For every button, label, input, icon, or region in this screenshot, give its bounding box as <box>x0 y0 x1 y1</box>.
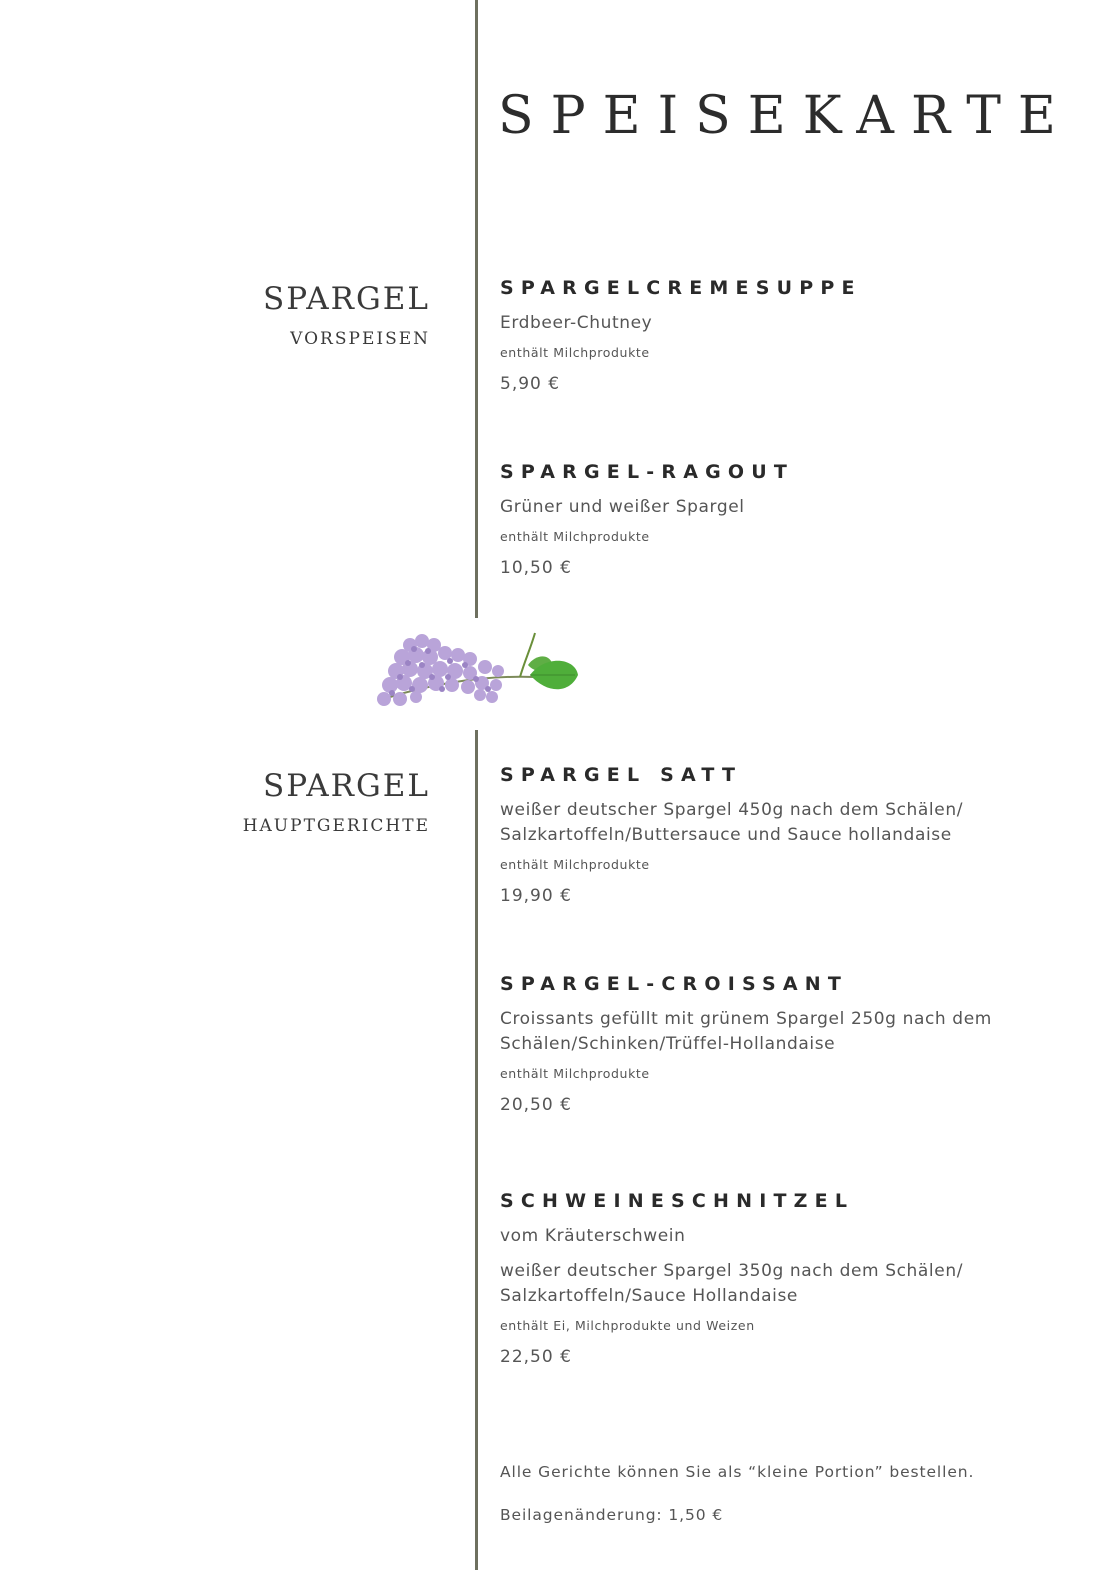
side-change-note: Beilagenänderung: 1,50 € <box>500 1506 724 1524</box>
dish-allergens: enthält Milchprodukte <box>500 345 650 360</box>
page-title: SPEISEKARTE <box>498 86 1073 146</box>
section-subtitle: VORSPEISEN <box>290 329 430 349</box>
vertical-divider-bottom <box>475 730 478 1570</box>
dish-name: SPARGEL SATT <box>500 764 743 786</box>
dish-price: 19,90 € <box>500 886 572 906</box>
menu-item-spargel-ragout <box>500 461 1080 578</box>
dish-name: SPARGELCREMESUPPE <box>500 277 862 299</box>
dish-description: Erdbeer-Chutney <box>500 313 653 333</box>
menu-item-spargelcremesuppe <box>500 277 1080 394</box>
dish-name: SPARGEL-CROISSANT <box>500 973 849 995</box>
dish-price: 22,50 € <box>500 1347 572 1367</box>
dish-allergens: enthält Milchprodukte <box>500 1066 650 1081</box>
dish-allergens: enthält Milchprodukte <box>500 529 650 544</box>
section-heading-hauptgerichte <box>242 768 430 836</box>
dish-price: 10,50 € <box>500 558 572 578</box>
portion-note: Alle Gerichte können Sie als “kleine Portion” bestellen. <box>500 1463 975 1481</box>
dish-description: weißer deutscher Spargel 450g nach dem Schälen/ Salzkartoffeln/Buttersauce und Sauce hollandaise <box>500 800 964 845</box>
dish-allergens: enthält Ei, Milchprodukte und Weizen <box>500 1318 755 1333</box>
section-title: SPARGEL <box>263 768 430 804</box>
dish-description: Grüner und weißer Spargel <box>500 497 745 517</box>
section-title: SPARGEL <box>263 281 430 317</box>
menu-item-spargel-satt <box>500 764 1080 906</box>
dish-allergens: enthält Milchprodukte <box>500 857 650 872</box>
menu-item-schweineschnitzel <box>500 1190 1080 1367</box>
dish-description-secondary: weißer deutscher Spargel 350g nach dem Schälen/ Salzkartoffeln/Sauce Hollandaise <box>500 1261 964 1306</box>
section-heading-vorspeisen <box>263 281 430 349</box>
dish-description: vom Kräuterschwein <box>500 1226 686 1246</box>
dish-name: SCHWEINESCHNITZEL <box>500 1190 855 1212</box>
dish-description: Croissants gefüllt mit grünem Spargel 250g nach dem Schälen/Schinken/Trüffel-Hollandaise <box>500 1009 992 1054</box>
vertical-divider-top <box>475 0 478 618</box>
lilac-flower-icon <box>370 625 585 725</box>
dish-price: 20,50 € <box>500 1095 572 1115</box>
dish-name: SPARGEL-RAGOUT <box>500 461 795 483</box>
dish-price: 5,90 € <box>500 374 561 394</box>
menu-item-spargel-croissant <box>500 973 1080 1115</box>
section-subtitle: HAUPTGERICHTE <box>242 816 430 836</box>
